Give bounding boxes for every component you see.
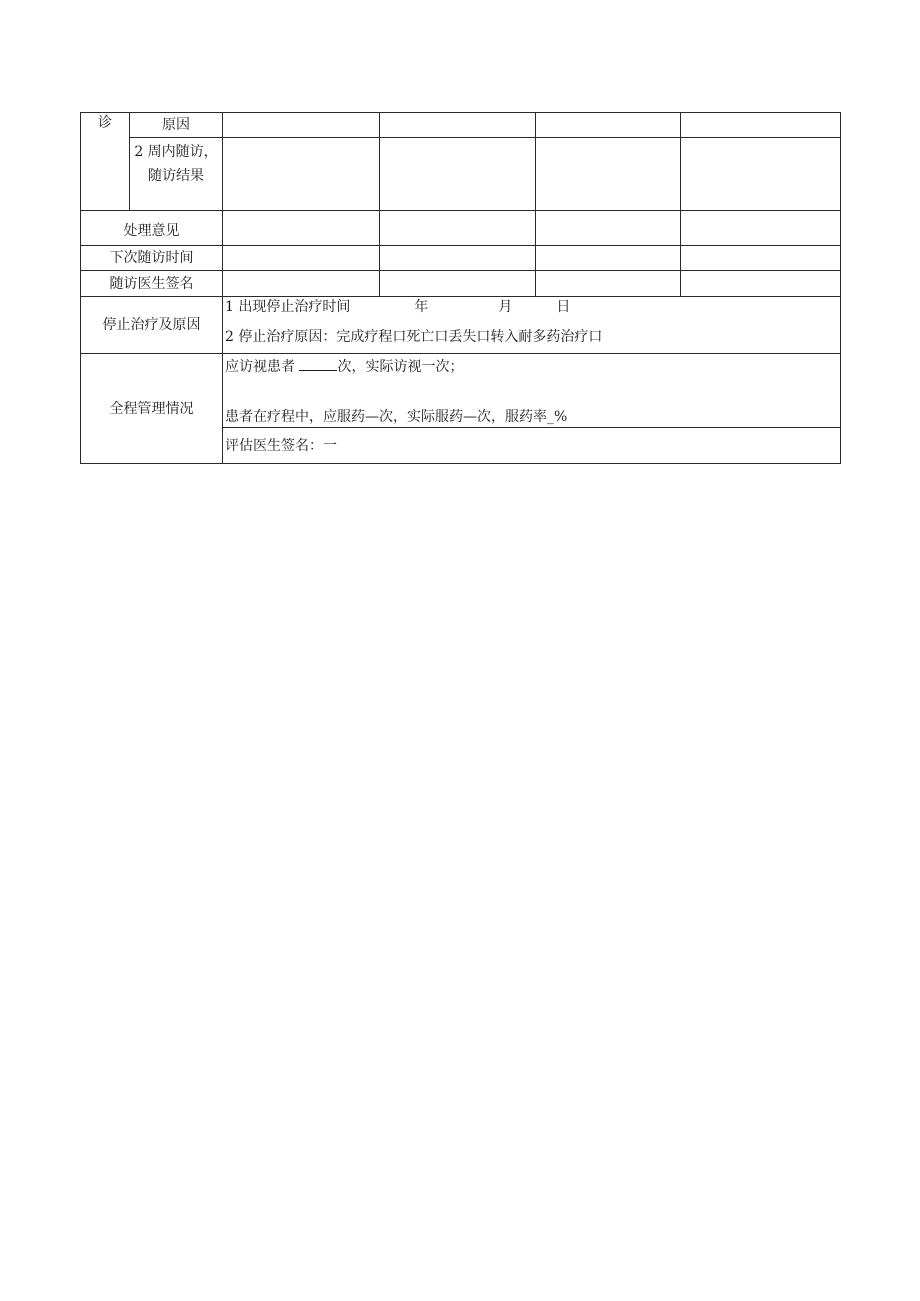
next-cell-4[interactable] xyxy=(681,246,841,271)
followup-result-label xyxy=(130,138,223,211)
stop-time-label: 1 出现停止治疗时间 xyxy=(225,299,351,315)
reason-cell-1[interactable] xyxy=(223,113,380,138)
full-management-label: 全程管理情况 xyxy=(81,354,223,464)
followup-cell-3[interactable] xyxy=(536,138,681,211)
opinion-cell-2[interactable] xyxy=(380,211,536,246)
opinion-cell-1[interactable] xyxy=(223,211,380,246)
next-followup-label: 下次随访时间 xyxy=(81,246,223,271)
signature-cell-4[interactable] xyxy=(681,271,841,297)
row-2week-followup xyxy=(81,138,841,211)
management-cell[interactable] xyxy=(223,354,841,428)
visit-count-blank[interactable] xyxy=(299,356,337,371)
signature-cell-2[interactable] xyxy=(380,271,536,297)
reason-cell-2[interactable] xyxy=(380,113,536,138)
reason-cell-3[interactable] xyxy=(536,113,681,138)
signature-cell-1[interactable] xyxy=(223,271,380,297)
visit-prefix: 应访视患者 xyxy=(225,359,295,375)
doctor-signature-label: 随访医生签名 xyxy=(81,271,223,297)
followup-label-line1: 2 周内随访， xyxy=(134,144,218,160)
followup-label-line2: 随访结果 xyxy=(148,168,204,184)
next-cell-2[interactable] xyxy=(380,246,536,271)
stop-time-line xyxy=(225,297,838,317)
row-doctor-signature xyxy=(81,271,841,297)
next-cell-1[interactable] xyxy=(223,246,380,271)
stop-year-label: 年 xyxy=(414,299,429,315)
followup-form xyxy=(80,112,840,464)
diagnosis-label: 诊 xyxy=(81,113,130,211)
row-stop-treatment xyxy=(81,297,841,354)
next-cell-3[interactable] xyxy=(536,246,681,271)
reason-cell-4[interactable] xyxy=(681,113,841,138)
form-table xyxy=(80,112,841,464)
stop-treatment-cell[interactable] xyxy=(223,297,841,354)
medication-line: 患者在疗程中，应服药—次，实际服药—次，服药率_% xyxy=(225,409,568,425)
signature-cell-3[interactable] xyxy=(536,271,681,297)
row-treatment-opinion xyxy=(81,211,841,246)
row-next-followup xyxy=(81,246,841,271)
opinion-cell-4[interactable] xyxy=(681,211,841,246)
opinion-cell-3[interactable] xyxy=(536,211,681,246)
followup-cell-2[interactable] xyxy=(380,138,536,211)
followup-cell-1[interactable] xyxy=(223,138,380,211)
stop-reason-line: 2 停止治疗原因：完成疗程口死亡口丢失口转入耐多药治疗口 xyxy=(225,329,603,345)
visit-line xyxy=(225,356,838,377)
reason-label: 原因 xyxy=(130,113,223,138)
treatment-opinion-label: 处理意见 xyxy=(81,211,223,246)
row-reason xyxy=(81,113,841,138)
stop-month-label: 月 xyxy=(498,299,513,315)
row-full-management xyxy=(81,354,841,428)
visit-suffix: 次，实际访视一次； xyxy=(337,359,464,375)
evaluator-signature-label: 评估医生签名：一 xyxy=(225,437,337,454)
stop-day-label: 日 xyxy=(556,299,571,315)
evaluator-cell[interactable] xyxy=(223,428,841,464)
stop-treatment-label: 停止治疗及原因 xyxy=(81,297,223,354)
followup-cell-4[interactable] xyxy=(681,138,841,211)
